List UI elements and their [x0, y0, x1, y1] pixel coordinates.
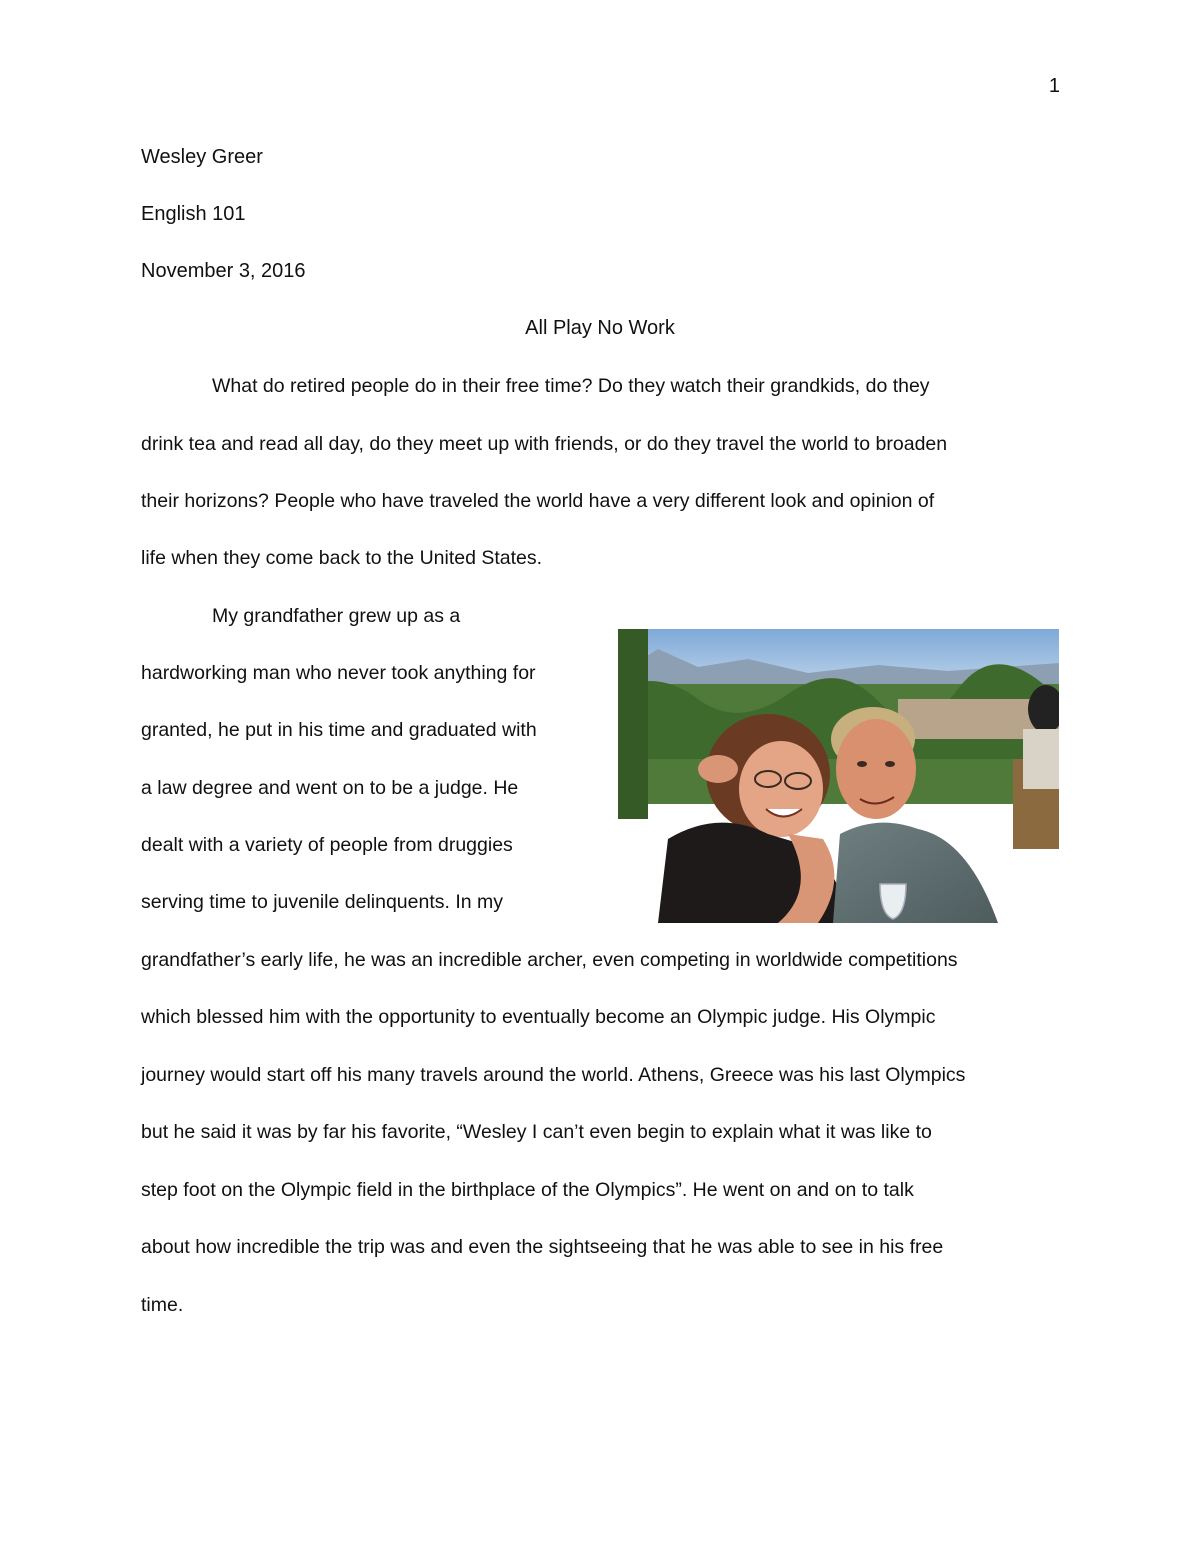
paragraph2-line: hardworking man who never took anything for — [141, 662, 536, 684]
paragraph2-line: dealt with a variety of people from druggies — [141, 834, 513, 856]
paragraph1-line: What do retired people do in their free time? Do they watch their grandkids, do they — [212, 375, 930, 397]
paragraph1-line: drink tea and read all day, do they meet up with friends, or do they travel the world to broaden — [141, 433, 948, 455]
paragraph1-line: their horizons? People who have traveled the world have a very different look and opinion of — [141, 490, 935, 512]
paragraph2-line: step foot on the Olympic field in the birthplace of the Olympics”. He went on and on to talk — [141, 1179, 914, 1201]
essay-title: All Play No Work — [525, 317, 675, 339]
paragraph2-line: granted, he put in his time and graduated with — [141, 719, 537, 741]
paragraph1-line: life when they come back to the United States. — [141, 547, 543, 569]
page-number: 1 — [1048, 75, 1060, 97]
grandparents-photo — [618, 629, 1059, 923]
paragraph2-line: a law degree and went on to be a judge. He — [141, 777, 519, 799]
paragraph2-line: grandfather’s early life, he was an incredible archer, even competing in worldwide competitions — [141, 949, 958, 971]
course-name: English 101 — [141, 203, 246, 225]
paragraph2-line: which blessed him with the opportunity to eventually become an Olympic judge. His Olympic — [141, 1006, 936, 1028]
paragraph2-line: serving time to juvenile delinquents. In my — [141, 891, 504, 913]
paragraph2-line: about how incredible the trip was and even the sightseeing that he was able to see in his free — [141, 1236, 944, 1258]
essay-date: November 3, 2016 — [141, 260, 306, 282]
paragraph2-line: journey would start off his many travels around the world. Athens, Greece was his last Olympics — [141, 1064, 966, 1086]
paragraph2-line: My grandfather grew up as a — [212, 605, 461, 627]
author-name: Wesley Greer — [141, 146, 263, 168]
paragraph2-line: but he said it was by far his favorite, “Wesley I can’t even begin to explain what it was like to — [141, 1121, 932, 1143]
paragraph2-line: time. — [141, 1294, 184, 1316]
